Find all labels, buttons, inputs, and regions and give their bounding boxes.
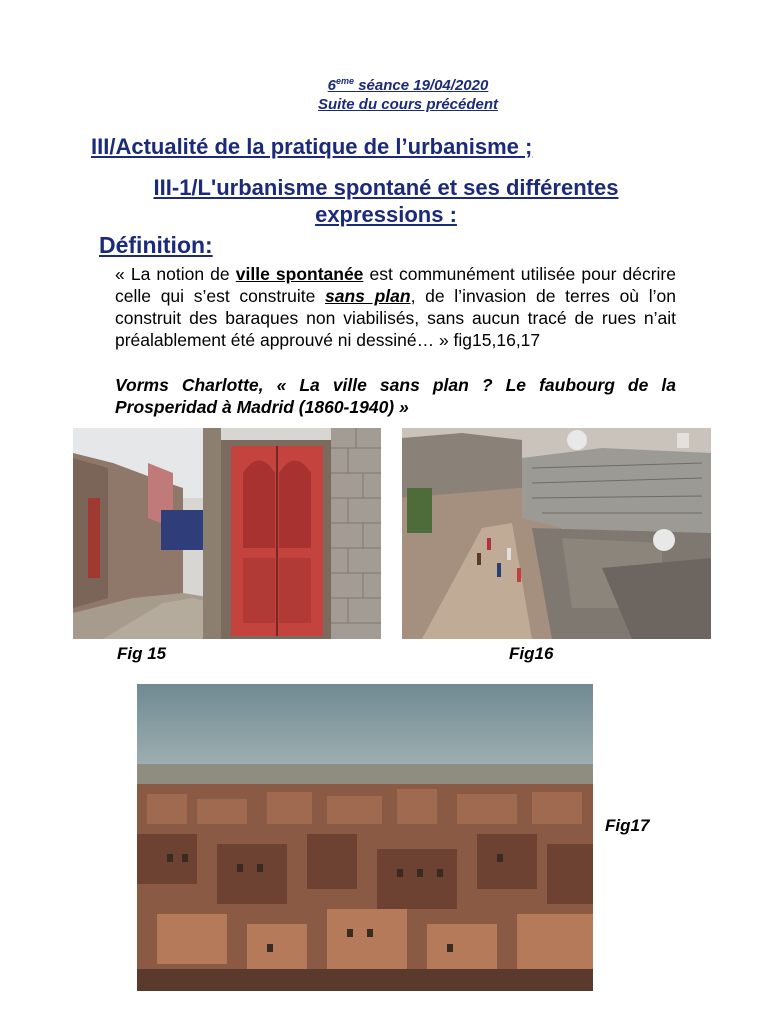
fig17-caption: Fig17: [605, 816, 650, 835]
fig17-photo: [137, 684, 593, 991]
fig16-photo: [402, 428, 711, 639]
subsection-heading: III-1/L'urbanisme spontané et ses différentes expressions :: [153, 175, 619, 227]
bibliographic-reference: Vorms Charlotte, « La ville sans plan ? Le faubourg de la Prosperidad à Madrid (1860-1940) »: [115, 375, 676, 417]
section-heading: III/Actualité de la pratique de l’urbanisme ;: [91, 134, 533, 159]
session-header: [0, 72, 768, 114]
fig15-photo: [73, 428, 381, 639]
session-date: 6eme séance 19/04/2020: [327, 76, 489, 94]
fig16-caption: Fig16: [509, 644, 554, 663]
definition-heading: Définition:: [99, 232, 213, 258]
definition-paragraph: « La notion de ville spontanée est communément utilisée pour décrire celle qui s’est construite sans plan, de l’invasion de terres où l’on construit des baraques non viabilisés, sans aucun tracé de rues n’ait préalablement été approuvé ni dessiné… » fig15,16,17: [115, 264, 676, 350]
session-subtitle: Suite du cours précédent: [317, 96, 499, 113]
fig15-caption: Fig 15: [117, 644, 167, 663]
